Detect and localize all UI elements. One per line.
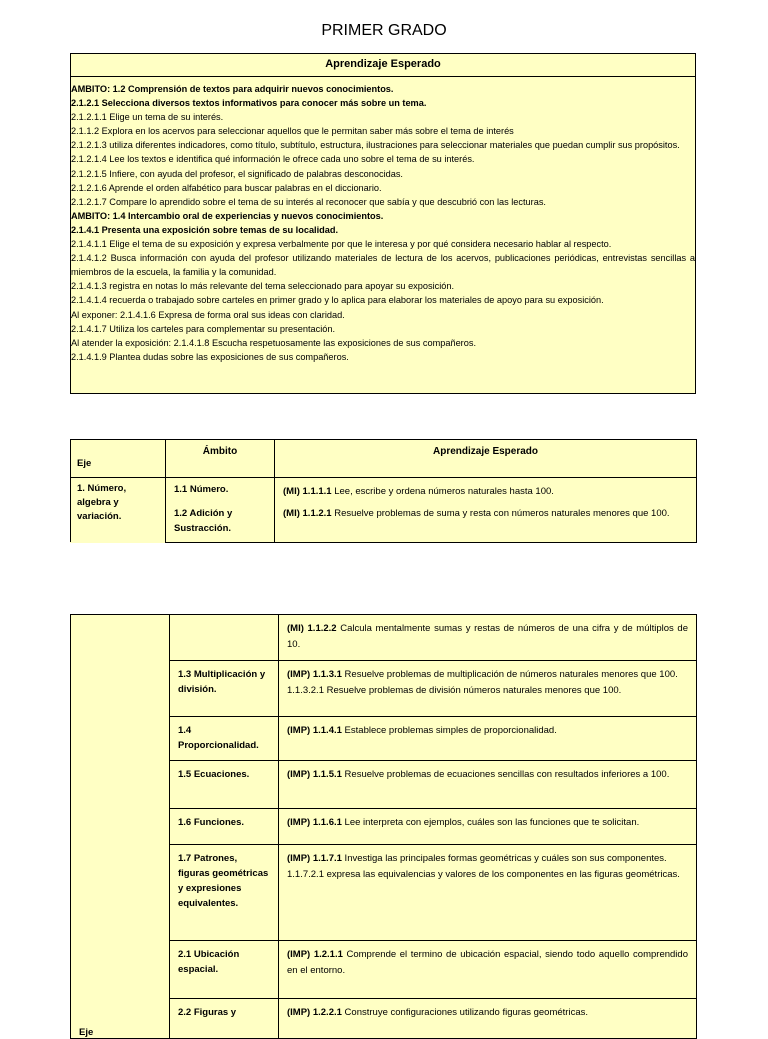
aprendizaje-item: [287, 683, 688, 699]
ambito-cell: 1.2 Adición y Sustracción.: [166, 500, 275, 543]
aprendizaje-item: [287, 947, 688, 978]
aprendizaje-header: Aprendizaje Esperado: [275, 440, 697, 478]
aprendizaje-cell: [275, 478, 697, 500]
aprendizaje-code: (IMP) 1.1.5.1: [287, 769, 342, 780]
aprendizaje-line: 2.1.1.2 Explora en los acervos para seleccionar aquellos que le permitan saber más sobre el tema de interés: [71, 126, 514, 137]
aprendizaje-cell: [279, 845, 697, 941]
table-row: [71, 615, 697, 661]
ambito-cell: [170, 615, 279, 661]
aprendizaje-item: [287, 1005, 688, 1021]
aprendizaje-text: 1.1.7.2.1 expresa las equivalencias y valores de los componentes en las figuras geométricas.: [287, 868, 680, 880]
aprendizaje-text: Resuelve problemas de ecuaciones sencillas con resultados inferiores a 100.: [341, 769, 670, 780]
aprendizaje-cell: [279, 941, 697, 999]
aprendizaje-line: 2.1.2.1.4 Lee los textos e identifica qué información le ofrece cada uno sobre el tema de su interés.: [71, 154, 475, 165]
aprendizaje-text: Lee interpreta con ejemplos, cuáles son las funciones que te solicitan.: [341, 817, 640, 828]
aprendizaje-line: 2.1.4.1.9 Plantea dudas sobre las exposiciones de sus compañeros.: [71, 351, 349, 362]
aprendizaje-text: 1.1.3.2.1 Resuelve problemas de división números naturales menores que 100.: [287, 684, 622, 696]
aprendizaje-line: 2.1.2.1 Selecciona diversos textos informativos para conocer más sobre un tema.: [71, 98, 427, 109]
aprendizaje-code: (IMP) 1.1.4.1: [287, 725, 342, 736]
aprendizaje-code: (IMP) 1.1.7.1: [287, 853, 342, 864]
aprendizaje-code: (MI) 1.1.2.1: [283, 507, 332, 519]
eje-header: Eje: [71, 440, 166, 478]
aprendizaje-box: [70, 53, 696, 394]
ambito-cell: 1.1 Número.: [166, 478, 275, 500]
aprendizaje-cell: [279, 999, 697, 1039]
aprendizaje-text: Construye configuraciones utilizando figuras geométricas.: [341, 1007, 588, 1018]
aprendizaje-line: 2.1.4.1.1 Elige el tema de su exposición y expresa verbalmente por que le interesa y por qué considera necesario hablar al respecto.: [71, 239, 612, 250]
aprendizaje-item: [287, 767, 688, 783]
aprendizaje-code: (MI) 1.1.1.1: [283, 486, 332, 497]
aprendizaje-item: [287, 621, 688, 652]
eje-table-1: [70, 439, 697, 543]
aprendizaje-code: (IMP) 1.2.1.1: [287, 949, 343, 960]
aprendizaje-code: (IMP) 1.1.6.1: [287, 817, 342, 828]
aprendizaje-item: [287, 667, 688, 683]
aprendizaje-code: (MI) 1.1.2.2: [287, 623, 337, 634]
aprendizaje-text: Investiga las principales formas geométricas y cuáles son sus componentes.: [341, 853, 667, 864]
aprendizaje-text: Lee, escribe y ordena números naturales hasta 100.: [331, 486, 554, 497]
aprendizaje-line: 2.1.2.1.5 Infiere, con ayuda del profesor, el significado de palabras desconocidas.: [71, 168, 403, 179]
aprendizaje-line: 2.1.2.1.1 Elige un tema de su interés.: [71, 112, 224, 123]
aprendizaje-line: 2.1.4.1.2 Busca información con ayuda del profesor utilizando materiales de lectura de los acervos, publicaciones periódicas, entrevistas sencillas a miembros de la escuela, la familia y la comunidad.: [71, 253, 695, 278]
aprendizaje-line: 2.1.4.1.4 recuerda o trabajado sobre carteles en primer grado y lo aplica para elaborar los materiales de apoyo para su exposición.: [71, 295, 604, 306]
aprendizaje-line: 2.1.2.1.6 Aprende el orden alfabético para buscar palabras en el diccionario.: [71, 182, 382, 193]
aprendizaje-item: [287, 851, 688, 867]
aprendizaje-cell: [275, 500, 697, 543]
ambito-cell: 1.3 Multiplicación y división.: [170, 661, 279, 717]
aprendizaje-line: 2.1.4.1.7 Utiliza los carteles para complementar su presentación.: [71, 323, 336, 334]
ambito-cell: 2.2 Figuras y: [170, 999, 279, 1039]
aprendizaje-item: [287, 723, 688, 739]
aprendizaje-line: 2.1.2.1.7 Compare lo aprendido sobre el tema de su interés al reconocer que sabía y que descubrió con las lecturas.: [71, 196, 546, 207]
aprendizaje-line: Al atender la exposición: 2.1.4.1.8 Escucha respetuosamente las exposiciones de sus compañeros.: [71, 337, 476, 348]
aprendizaje-line: 2.1.4.1.3 registra en notas lo más relevante del tema seleccionado para apoyar su exposición.: [71, 281, 455, 292]
aprendizaje-line: Al exponer: 2.1.4.1.6 Expresa de forma oral sus ideas con claridad.: [71, 309, 345, 320]
aprendizaje-text: Resuelve problemas de multiplicación de números naturales menores que 100.: [341, 669, 678, 680]
ambito-header: Ámbito: [166, 440, 275, 478]
eje-table-2: [70, 614, 697, 1039]
ambito-cell: 2.1 Ubicación espacial.: [170, 941, 279, 999]
aprendizaje-box-header: Aprendizaje Esperado: [71, 54, 695, 77]
ambito-cell: 1.7 Patrones, figuras geométricas y expresiones equivalentes.: [170, 845, 279, 941]
ambito-cell: 1.5 Ecuaciones.: [170, 761, 279, 809]
aprendizaje-line: AMBITO: 1.4 Intercambio oral de experiencias y nuevos conocimientos.: [71, 210, 384, 221]
aprendizaje-code: (IMP) 1.2.2.1: [287, 1007, 342, 1018]
eje-bottom-label: Eje: [71, 615, 170, 1039]
ambito-cell: 1.6 Funciones.: [170, 809, 279, 845]
aprendizaje-text: Calcula mentalmente sumas y restas de números de una cifra y de múltiplos de 10.: [287, 623, 688, 650]
ambito-cell: 1.4 Proporcionalidad.: [170, 717, 279, 761]
aprendizaje-item: [287, 867, 688, 883]
aprendizaje-cell: [279, 615, 697, 661]
aprendizaje-text: Resuelve problemas de suma y resta con números naturales menores que 100.: [331, 507, 670, 519]
aprendizaje-cell: [279, 761, 697, 809]
aprendizaje-cell: [279, 661, 697, 717]
aprendizaje-line: 2.1.2.1.3 utiliza diferentes indicadores, como título, subtítulo, estructura, ilustraciones para seleccionar materiales que puedan cumplir sus propósitos.: [71, 140, 680, 151]
aprendizaje-item: [287, 815, 688, 831]
eje-value: 1. Número, algebra y variación.: [71, 478, 166, 543]
aprendizaje-line: 2.1.4.1 Presenta una exposición sobre temas de su localidad.: [71, 224, 339, 235]
aprendizaje-code: (IMP) 1.1.3.1: [287, 669, 342, 680]
page-title: PRIMER GRADO: [321, 22, 447, 39]
aprendizaje-box-body: [71, 77, 695, 364]
aprendizaje-cell: [279, 809, 697, 845]
aprendizaje-cell: [279, 717, 697, 761]
aprendizaje-line: AMBITO: 1.2 Comprensión de textos para adquirir nuevos conocimientos.: [71, 84, 394, 94]
aprendizaje-text: Comprende el termino de ubicación espacial, siendo todo aquello comprendido en el entorno.: [287, 949, 688, 976]
aprendizaje-text: Establece problemas simples de proporcionalidad.: [341, 725, 557, 736]
